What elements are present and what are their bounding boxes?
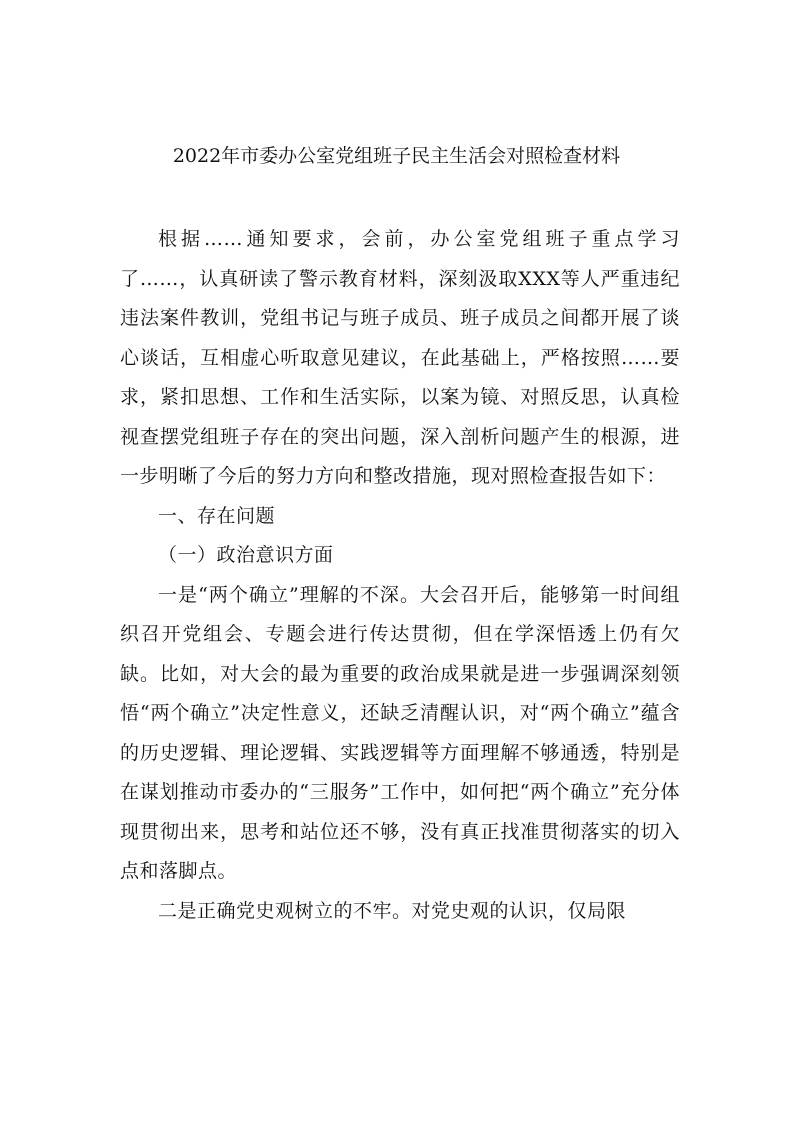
document-body <box>120 220 680 931</box>
intro-paragraph: 根据……通知要求，会前，办公室党组班子重点学习了……，认真研读了警示教育材料，深刻汲取XXX等人严重违纪违法案件教训，党组书记与班子成员、班子成员之间都开展了谈心谈话，互相虚心听取意见建议，在此基础上，严格按照……要求，紧扣思想、工作和生活实际，以案为镜、对照反思，认真检视查摆党组班子存在的突出问题，深入剖析问题产生的根源，进一步明晰了今后的努力方向和整改措施，现对照检查报告如下： <box>120 228 680 487</box>
point-two-paragraph: 二是正确党史观树立的不牢。对党史观的认识，仅局限 <box>158 899 627 922</box>
section-heading-problems: 一、存在问题 <box>158 504 276 527</box>
point-one-paragraph: 一是“两个确立”理解的不深。大会召开后，能够第一时间组织召开党组会、专题会进行传达贯彻，但在学深悟透上仍有欠缺。比如，对大会的最为重要的政治成果就是进一步强调深刻领悟“两个确立”决定性意义，还缺乏清醒认识，对“两个确立”蕴含的历史逻辑、理论逻辑、实践逻辑等方面理解不够通透，特别是在谋划推动市委办的“三服务”工作中，如何把“两个确立”充分体现贯彻出来，思考和站位还不够，没有真正找准贯彻落实的切入点和落脚点。 <box>120 583 680 882</box>
subsection-heading-political: （一）政治意识方面 <box>158 544 334 566</box>
document-title: 2022年市委办公室党组班子民主生活会对照检查材料 <box>172 145 621 167</box>
